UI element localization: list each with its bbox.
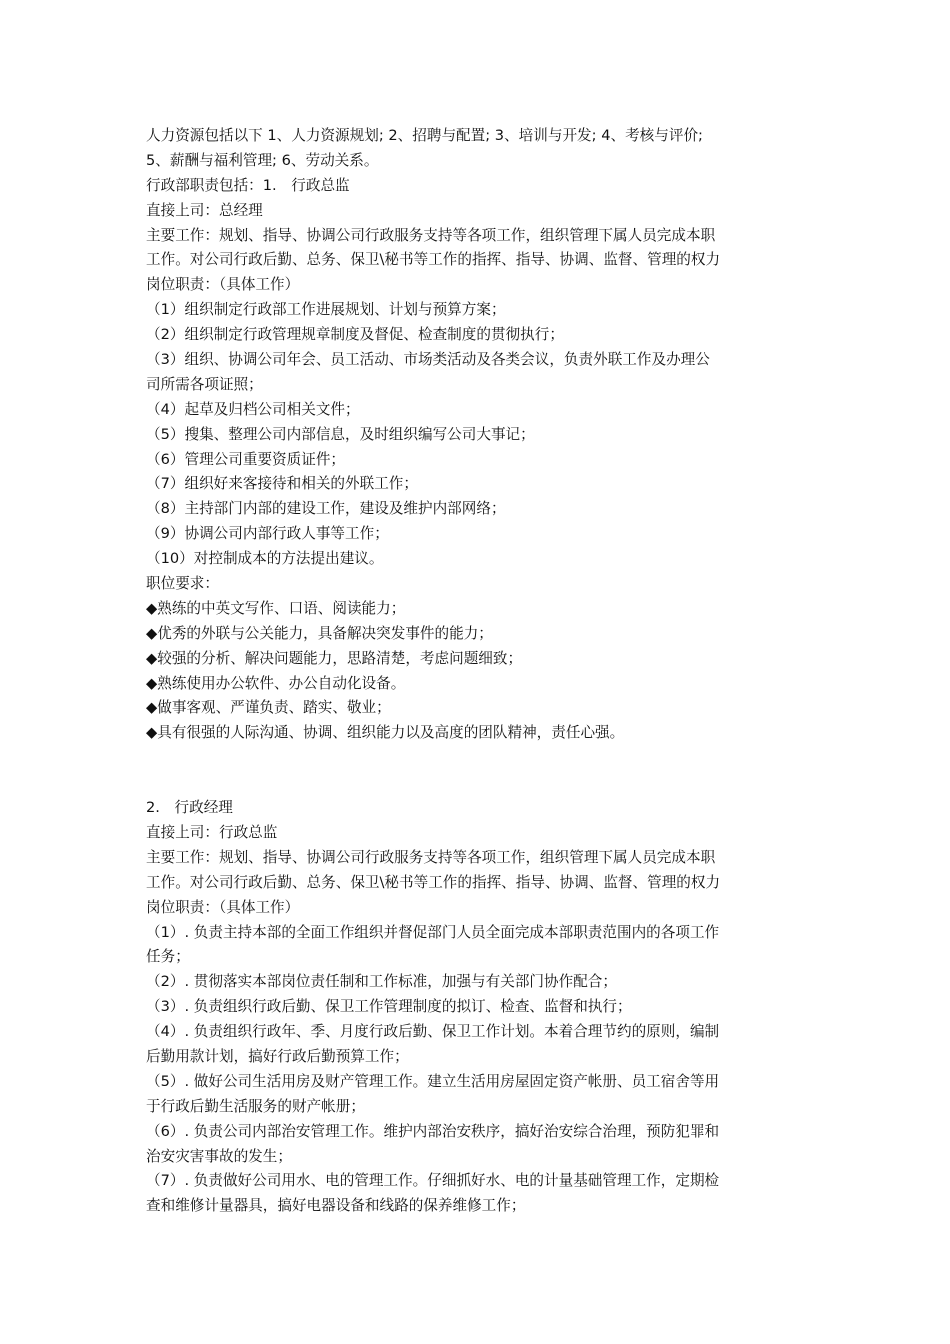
- text-line: 司所需各项证照；: [146, 375, 263, 393]
- text-line: （7）. 负责做好公司用水、电的管理工作。仔细抓好水、电的计量基础管理工作，定期检: [146, 1172, 720, 1190]
- text-line: 岗位职责：（具体工作）: [146, 898, 300, 916]
- section-administrative-manager: [146, 796, 816, 1219]
- text-line: 治安灾害事故的发生；: [146, 1147, 292, 1165]
- text-line: 2. 行政经理: [146, 799, 233, 817]
- text-line: （3）组织、协调公司年会、员工活动、市场类活动及各类会议，负责外联工作及办理公: [146, 351, 710, 369]
- document-page: [146, 124, 816, 1219]
- text-line: ◆熟练使用办公软件、办公自动化设备。: [146, 674, 406, 692]
- text-line: （7）组织好来客接待和相关的外联工作；: [146, 475, 418, 493]
- text-line: ◆优秀的外联与公关能力，具备解决突发事件的能力；: [146, 624, 493, 642]
- text-line: （6）. 负责公司内部治安管理工作。维护内部治安秩序，搞好治安综合治理，预防犯罪和: [146, 1122, 720, 1140]
- text-line: ◆做事客观、严谨负责、踏实、敬业；: [146, 699, 391, 717]
- text-line: （5）. 做好公司生活用房及财产管理工作。建立生活用房屋固定资产帐册、员工宿舍等用: [146, 1072, 720, 1090]
- text-line: （10）对控制成本的方法提出建议。: [146, 550, 384, 568]
- section-administrative-director: [146, 124, 816, 746]
- text-line: （1）组织制定行政部工作进展规划、计划与预算方案；: [146, 301, 506, 319]
- text-line: （2）. 贯彻落实本部岗位责任制和工作标准，加强与有关部门协作配合；: [146, 973, 617, 991]
- text-line: 人力资源包括以下 1、人力资源规划; 2、招聘与配置; 3、培训与开发; 4、考核与评价;: [146, 127, 703, 144]
- text-line: 主要工作：规划、指导、协调公司行政服务支持等各项工作，组织管理下属人员完成本职: [146, 848, 716, 866]
- text-line: 直接上司：总经理: [146, 201, 263, 219]
- text-line: （2）组织制定行政管理规章制度及督促、检查制度的贯彻执行；: [146, 326, 564, 344]
- text-line: 任务；: [146, 948, 190, 966]
- text-line: 工作。对公司行政后勤、总务、保卫\秘书等工作的指挥、指导、协调、监督、管理的权力: [146, 873, 721, 891]
- text-line: （4）. 负责组织行政年、季、月度行政后勤、保卫工作计划。本着合理节约的原则，编制: [146, 1023, 720, 1041]
- section-gap: [146, 746, 816, 796]
- text-line: （8）主持部门内部的建设工作，建设及维护内部网络；: [146, 500, 506, 518]
- text-line: 职位要求：: [146, 575, 219, 593]
- text-line: （3）. 负责组织行政后勤、保卫工作管理制度的拟订、检查、监督和执行；: [146, 998, 632, 1016]
- text-line: （6）管理公司重要资质证件；: [146, 450, 346, 468]
- text-line: 主要工作：规划、指导、协调公司行政服务支持等各项工作，组织管理下属人员完成本职: [146, 226, 716, 244]
- text-line: 工作。对公司行政后勤、总务、保卫\秘书等工作的指挥、指导、协调、监督、管理的权力: [146, 251, 721, 269]
- text-line: 后勤用款计划，搞好行政后勤预算工作；: [146, 1047, 409, 1065]
- text-line: 直接上司：行政总监: [146, 823, 278, 841]
- text-line: 查和维修计量器具，搞好电器设备和线路的保养维修工作；: [146, 1197, 526, 1215]
- text-line: （1）. 负责主持本部的全面工作组织并督促部门人员全面完成本部职责范围内的各项工作: [146, 923, 720, 941]
- text-line: 岗位职责：（具体工作）: [146, 276, 300, 294]
- text-line: （9）协调公司内部行政人事等工作；: [146, 525, 389, 543]
- text-line: ◆具有很强的人际沟通、协调、组织能力以及高度的团队精神，责任心强。: [146, 724, 625, 742]
- text-line: ◆较强的分析、解决问题能力，思路清楚，考虑问题细致；: [146, 649, 523, 667]
- text-line: 行政部职责包括：1. 行政总监: [146, 176, 350, 194]
- text-line: 于行政后勤生活服务的财产帐册；: [146, 1097, 365, 1115]
- text-line: 5、薪酬与福利管理; 6、劳动关系。: [146, 151, 379, 169]
- text-line: ◆熟练的中英文写作、口语、阅读能力；: [146, 599, 406, 617]
- text-line: （5）搜集、整理公司内部信息，及时组织编写公司大事记；: [146, 425, 535, 443]
- text-line: （4）起草及归档公司相关文件；: [146, 400, 360, 418]
